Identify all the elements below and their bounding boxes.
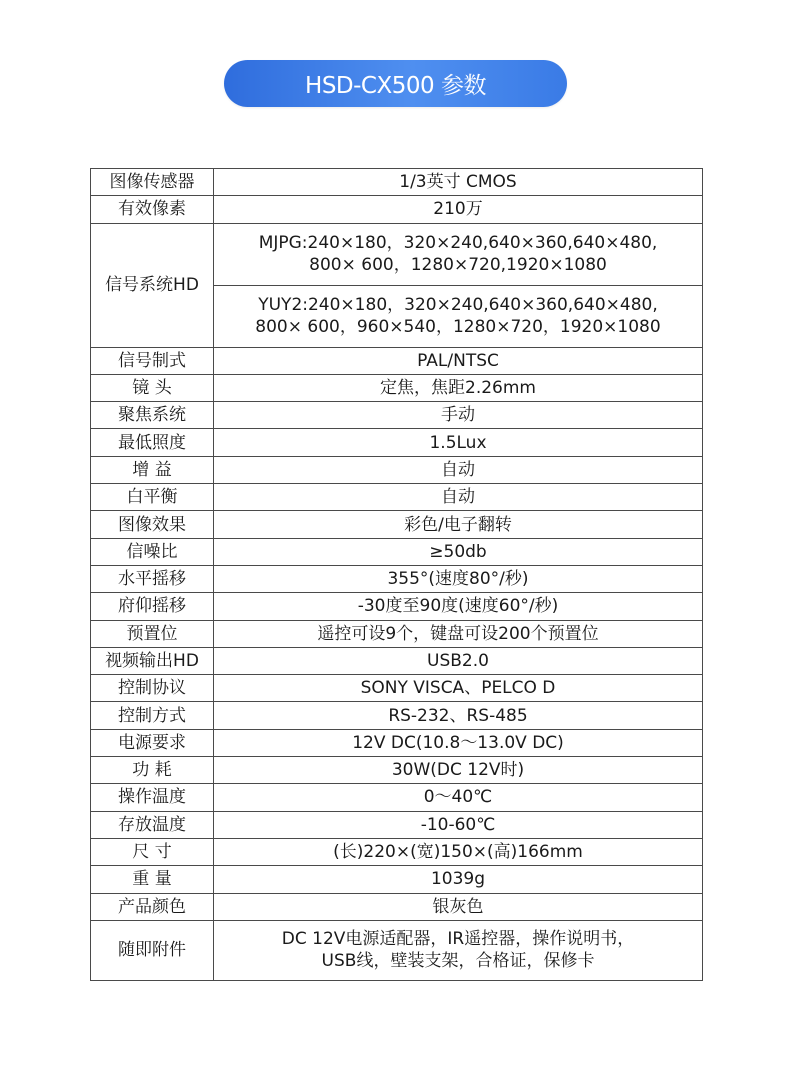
value-line: 定焦，焦距2.26mm <box>380 378 536 399</box>
table-row <box>91 347 703 374</box>
row-label: 视频输出HD <box>91 647 214 674</box>
row-label: 府仰摇移 <box>91 593 214 620</box>
table-row <box>91 196 703 223</box>
table-row <box>91 811 703 838</box>
row-value <box>214 811 703 838</box>
table-row <box>91 620 703 647</box>
value-line: 银灰色 <box>432 896 484 917</box>
value-line: 0～40℃ <box>423 787 493 808</box>
row-value <box>214 402 703 429</box>
row-label: 图像效果 <box>91 511 214 538</box>
row-value <box>214 784 703 811</box>
row-value <box>214 757 703 784</box>
row-label: 信号制式 <box>91 347 214 374</box>
row-label: 控制方式 <box>91 702 214 729</box>
table-row <box>91 784 703 811</box>
value-line: MJPG:240×180，320×240,640×360,640×480, <box>258 233 658 254</box>
table-row <box>91 729 703 756</box>
row-value <box>214 223 703 285</box>
row-value <box>214 565 703 592</box>
row-value <box>214 675 703 702</box>
value-line: DC 12V电源适配器，IR遥控器，操作说明书， <box>281 929 635 950</box>
row-label: 操作温度 <box>91 784 214 811</box>
value-line: 800× 600，960×540，1280×720，1920×1080 <box>255 317 661 338</box>
row-value <box>214 484 703 511</box>
row-label: 电源要求 <box>91 729 214 756</box>
value-line: 12V DC(10.8～13.0V DC) <box>352 732 564 753</box>
row-label: 白平衡 <box>91 484 214 511</box>
row-value <box>214 169 703 196</box>
table-row <box>91 675 703 702</box>
table-row <box>91 838 703 865</box>
row-label: 控制协议 <box>91 675 214 702</box>
page-title: HSD-CX500 参数 <box>224 60 567 107</box>
table-row <box>91 429 703 456</box>
spec-table-body <box>91 169 703 981</box>
row-value <box>214 429 703 456</box>
value-line: 遥控可设9个，键盘可设200个预置位 <box>317 623 599 644</box>
table-row <box>91 402 703 429</box>
value-line: 手动 <box>441 405 475 426</box>
row-label: 镜 头 <box>91 374 214 401</box>
table-row <box>91 893 703 920</box>
value-line: -30度至90度(速度60°/秒) <box>357 596 559 617</box>
row-label: 重 量 <box>91 866 214 893</box>
row-value <box>214 729 703 756</box>
value-line: USB线，壁装支架，合格证，保修卡 <box>321 951 595 972</box>
row-label: 尺 寸 <box>91 838 214 865</box>
row-value <box>214 511 703 538</box>
row-label: 存放温度 <box>91 811 214 838</box>
table-row <box>91 484 703 511</box>
value-line: YUY2:240×180，320×240,640×360,640×480, <box>258 295 658 316</box>
value-line: 800× 600，1280×720,1920×1080 <box>309 255 607 276</box>
row-label: 图像传感器 <box>91 169 214 196</box>
value-line: -10-60℃ <box>420 814 496 835</box>
value-line: RS-232、RS-485 <box>388 705 528 726</box>
row-value <box>214 838 703 865</box>
row-label: 水平摇移 <box>91 565 214 592</box>
table-row <box>91 169 703 196</box>
value-line: 1/3英寸 CMOS <box>399 172 517 193</box>
row-label: 信噪比 <box>91 538 214 565</box>
row-value <box>214 285 703 347</box>
spec-table <box>90 168 703 981</box>
value-line: 彩色/电子翻转 <box>404 514 512 535</box>
row-value <box>214 196 703 223</box>
row-value <box>214 456 703 483</box>
row-value <box>214 647 703 674</box>
table-row <box>91 223 703 285</box>
row-label: 信号系统HD <box>91 223 214 347</box>
row-label: 增 益 <box>91 456 214 483</box>
row-value <box>214 893 703 920</box>
table-row <box>91 757 703 784</box>
value-line: PAL/NTSC <box>417 350 499 371</box>
row-value <box>214 538 703 565</box>
value-line: 210万 <box>433 199 483 220</box>
row-label: 随即附件 <box>91 920 214 980</box>
row-label: 功 耗 <box>91 757 214 784</box>
row-value <box>214 866 703 893</box>
value-line: 355°(速度80°/秒) <box>387 569 529 590</box>
row-value <box>214 920 703 980</box>
table-row <box>91 593 703 620</box>
row-label: 有效像素 <box>91 196 214 223</box>
value-line: 1039g <box>430 869 486 890</box>
row-label: 聚焦系统 <box>91 402 214 429</box>
value-line: 1.5Lux <box>429 432 487 453</box>
table-row <box>91 374 703 401</box>
value-line: ≥50db <box>429 541 487 562</box>
value-line: 自动 <box>441 487 475 508</box>
value-line: SONY VISCA、PELCO D <box>360 678 556 699</box>
value-line: 30W(DC 12V时) <box>391 760 525 781</box>
value-line: 自动 <box>441 459 475 480</box>
table-row <box>91 647 703 674</box>
table-row <box>91 920 703 980</box>
row-value <box>214 702 703 729</box>
row-label: 最低照度 <box>91 429 214 456</box>
row-value <box>214 593 703 620</box>
row-label: 预置位 <box>91 620 214 647</box>
row-value <box>214 374 703 401</box>
table-row <box>91 565 703 592</box>
row-value <box>214 620 703 647</box>
row-label: 产品颜色 <box>91 893 214 920</box>
table-row <box>91 538 703 565</box>
row-value <box>214 347 703 374</box>
table-row <box>91 456 703 483</box>
table-row <box>91 702 703 729</box>
table-row <box>91 866 703 893</box>
value-line: USB2.0 <box>427 651 489 671</box>
value-line: (长)220×(宽)150×(高)166mm <box>333 842 583 863</box>
table-row <box>91 511 703 538</box>
